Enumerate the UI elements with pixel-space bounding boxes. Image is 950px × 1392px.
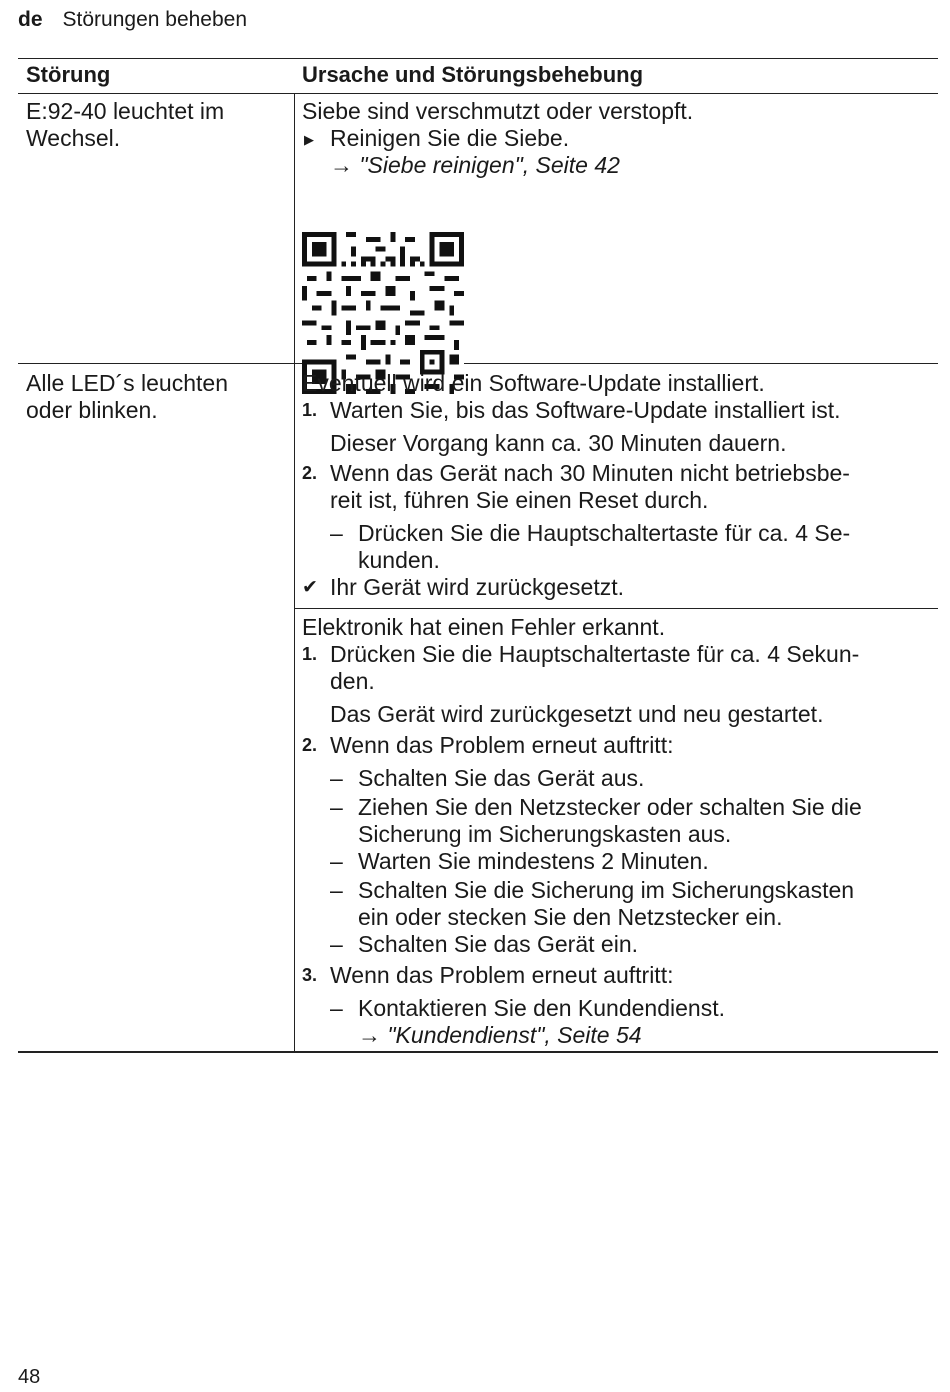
cause-text: Eventuell wird ein Software-Update installiert.: [302, 370, 765, 396]
cause-text: Elektronik hat einen Fehler erkannt.: [302, 614, 666, 640]
step-2-substep: – Ziehen Sie den Netzstecker oder schalten Sie die: [330, 794, 862, 820]
result-line: ✔ Ihr Gerät wird zurückgesetzt.: [302, 574, 624, 600]
step-1-note: Dieser Vorgang kann ca. 30 Minuten dauern.: [330, 430, 787, 456]
step-3-substep: – Kontaktieren Sie den Kundendienst.: [330, 995, 725, 1021]
cause-cell: [302, 98, 938, 179]
arrow-right-icon: →: [330, 152, 353, 178]
arrow-right-icon: →: [358, 1022, 381, 1048]
fault-cell: E:92-40 leuchtet im Wechsel.: [26, 98, 225, 151]
triangle-bullet-icon: ▶: [304, 132, 314, 147]
header-cause: Ursache und Störungsbehebung: [302, 62, 644, 87]
check-mark-icon: ✔: [302, 577, 318, 598]
table-row: [18, 94, 938, 364]
table-header: [18, 58, 938, 94]
action-item: ▶ Reinigen Sie die Siebe.: [304, 125, 570, 151]
column-divider: [294, 364, 295, 1051]
step-2-substep: – Warten Sie mindestens 2 Minuten.: [330, 848, 709, 874]
step-2-substep: – Schalten Sie das Gerät aus.: [330, 765, 645, 791]
page-header: [18, 8, 247, 32]
header-fault: Störung: [26, 62, 111, 87]
page-number: 48: [18, 1366, 41, 1388]
step-1: 1. Drücken Sie die Hauptschaltertaste für ca. 4 Sekun-: [302, 641, 860, 667]
step-2: 2. Wenn das Problem erneut auftritt:: [302, 732, 674, 758]
step-2-substep: – Schalten Sie die Sicherung im Sicherungskasten: [330, 877, 855, 903]
cross-reference-link[interactable]: → "Kundendienst", Seite 54: [358, 1022, 642, 1048]
column-divider: [294, 94, 295, 363]
cause-block-software-update: Eventuell wird ein Software-Update installiert. 1. Warten Sie, bis das Software-Update installiert ist. Dieser Vorgang kann ca. 30 Minuten dauern. 2. Wenn das Gerät nach 30 Minuten nicht betriebsbe- reit ist, führen Sie einen Reset durch. – Drücken Sie die Hauptschaltertaste für ca. 4 Se- kunden. ✔ Ihr Gerät wird zurückgesetzt.: [302, 370, 938, 601]
language-tag: de: [18, 8, 43, 31]
step-1: 1. Warten Sie, bis das Software-Update installiert ist.: [302, 397, 841, 423]
step-2-substep: – Drücken Sie die Hauptschaltertaste für ca. 4 Se-: [330, 520, 851, 546]
cross-reference-link[interactable]: → "Siebe reinigen", Seite 42: [330, 152, 620, 178]
sub-row-divider: [294, 608, 938, 609]
cause-block-electronics: Elektronik hat einen Fehler erkannt. 1. Drücken Sie die Hauptschaltertaste für ca. 4 Sekun- den. Das Gerät wird zurückgesetzt und neu gestartet. 2. Wenn das Problem erneut auftritt: – Schalten Sie das Gerät aus. – Ziehen Sie den Netzstecker oder schalten Sie die Sicherung im Sicherungskasten aus. – Warten Sie mindestens 2 Minuten. – Schalten Sie die Sicherung im Sicherungskasten ein oder stecken Sie den Netzstecker ein. – Schalten Sie das Gerät ein. 3. Wenn das Problem erneut auftritt: – Kontaktieren Sie den Kundendienst. → "Kundendienst", Seite 54: [302, 614, 938, 1049]
troubleshooting-table: [18, 58, 938, 1053]
step-1-note: Das Gerät wird zurückgesetzt und neu gestartet.: [330, 701, 824, 727]
section-title: Störungen beheben: [62, 8, 248, 31]
step-2-substep: – Schalten Sie das Gerät ein.: [330, 931, 638, 957]
cause-text: Siebe sind verschmutzt oder verstopft.: [302, 98, 694, 124]
step-3: 3. Wenn das Problem erneut auftritt:: [302, 962, 674, 988]
fault-cell: Alle LED´s leuchten oder blinken.: [26, 370, 228, 423]
step-2: 2. Wenn das Gerät nach 30 Minuten nicht betriebsbe-: [302, 460, 850, 486]
table-row: [18, 364, 938, 1053]
